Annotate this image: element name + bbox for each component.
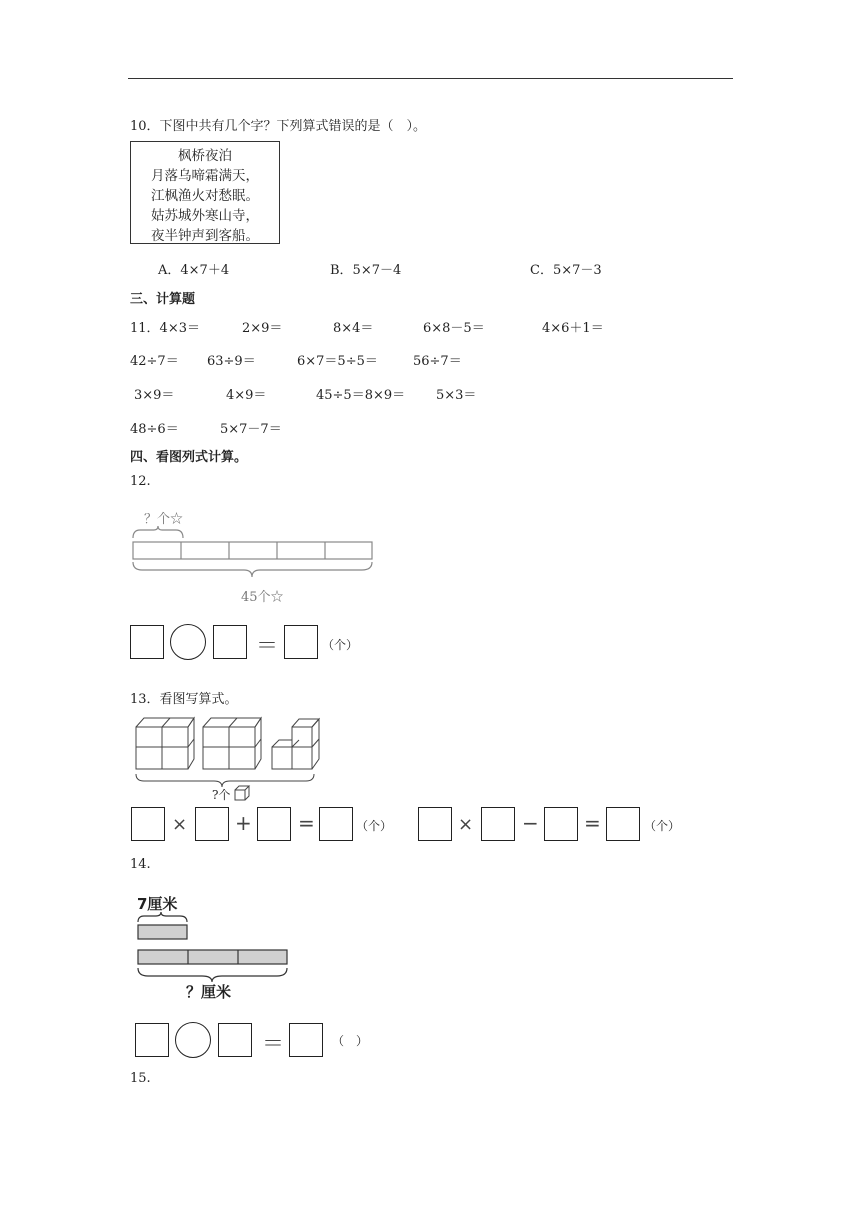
poem-line: 月落乌啼霜满天， [151, 168, 259, 184]
answer-box[interactable] [319, 807, 353, 841]
answer-box[interactable] [544, 807, 578, 841]
operator-circle[interactable] [175, 1022, 211, 1058]
q11-item: 4×6＋1＝ [542, 321, 604, 336]
operator-circle[interactable] [170, 624, 206, 660]
q11-item: 11．4×3＝ [130, 321, 200, 336]
q11-item: 48÷6＝ [130, 422, 179, 437]
poem-line: 江枫渔火对愁眠。 [151, 188, 259, 204]
q11-item: 4×9＝ [226, 388, 267, 403]
answer-box[interactable] [131, 807, 165, 841]
q10-option-b[interactable]: B．5×7－4 [330, 263, 402, 278]
answer-box[interactable] [418, 807, 452, 841]
section4-title: 四、看图列式计算。 [130, 450, 248, 465]
q13-stem: 13．看图写算式。 [130, 692, 238, 707]
header-rule [128, 78, 733, 79]
answer-box[interactable] [284, 625, 318, 659]
q14-top-label: 7厘米 [137, 895, 178, 913]
poem-line: 姑苏城外寒山寺， [151, 208, 259, 224]
q11-item: 56÷7＝ [413, 354, 462, 369]
q11-item: 8×4＝ [333, 321, 374, 336]
q11-item: 3×9＝ [134, 388, 175, 403]
q14-number: 14. [130, 857, 151, 872]
q11-item: 5×3＝ [436, 388, 477, 403]
q12-top-label: ？个☆ [144, 512, 184, 527]
q13-unit-2: （个） [644, 819, 681, 833]
answer-box[interactable] [481, 807, 515, 841]
answer-box[interactable] [135, 1023, 169, 1057]
q11-item: 5×7－7＝ [220, 422, 282, 437]
answer-box[interactable] [257, 807, 291, 841]
q11-item: 63÷9＝ [207, 354, 256, 369]
equals-sign: ＝ [256, 634, 279, 659]
q11-item: 6×7＝5÷5＝ [297, 354, 378, 369]
answer-box[interactable] [606, 807, 640, 841]
equals-sign: = [584, 811, 601, 835]
poem-title: 枫桥夜泊 [178, 148, 232, 164]
times-sign: × [458, 814, 474, 835]
equals-sign: = [298, 811, 315, 835]
answer-box[interactable] [289, 1023, 323, 1057]
times-sign: × [172, 814, 188, 835]
q14-bottom-label: ？厘米 [186, 983, 232, 1001]
q12-unit: （个） [322, 638, 359, 652]
minus-sign: − [522, 811, 539, 835]
q15-number: 15. [130, 1071, 151, 1086]
q13-unit-1: （个） [356, 819, 393, 833]
q10-stem: 10．下图中共有几个字？下列算式错误的是（ ）。 [130, 119, 427, 134]
answer-box[interactable] [213, 625, 247, 659]
q10-poem-box [130, 141, 280, 244]
poem-line: 夜半钟声到客船。 [151, 228, 259, 244]
q10-option-a[interactable]: A．4×7＋4 [158, 263, 230, 278]
equals-sign: ＝ [262, 1032, 285, 1057]
answer-box[interactable] [130, 625, 164, 659]
q12-bar-figure [128, 524, 378, 594]
answer-box[interactable] [195, 807, 229, 841]
q12-number: 12. [130, 474, 151, 489]
q11-item: 42÷7＝ [130, 354, 179, 369]
plus-sign: + [235, 811, 252, 835]
q11-item: 45÷5＝8×9＝ [316, 388, 406, 403]
section3-title: 三、计算题 [130, 292, 196, 307]
q14-unit: （ ） [332, 1034, 369, 1048]
q11-item: 6×8－5＝ [423, 321, 485, 336]
cube-icon [234, 785, 250, 801]
q13-brace-label: ?个 [212, 788, 231, 802]
answer-box[interactable] [218, 1023, 252, 1057]
q10-option-c[interactable]: C．5×7－3 [530, 263, 602, 278]
q14-bar-figure [134, 912, 294, 992]
q12-bottom-label: 45个☆ [241, 590, 284, 605]
q11-item: 2×9＝ [242, 321, 283, 336]
